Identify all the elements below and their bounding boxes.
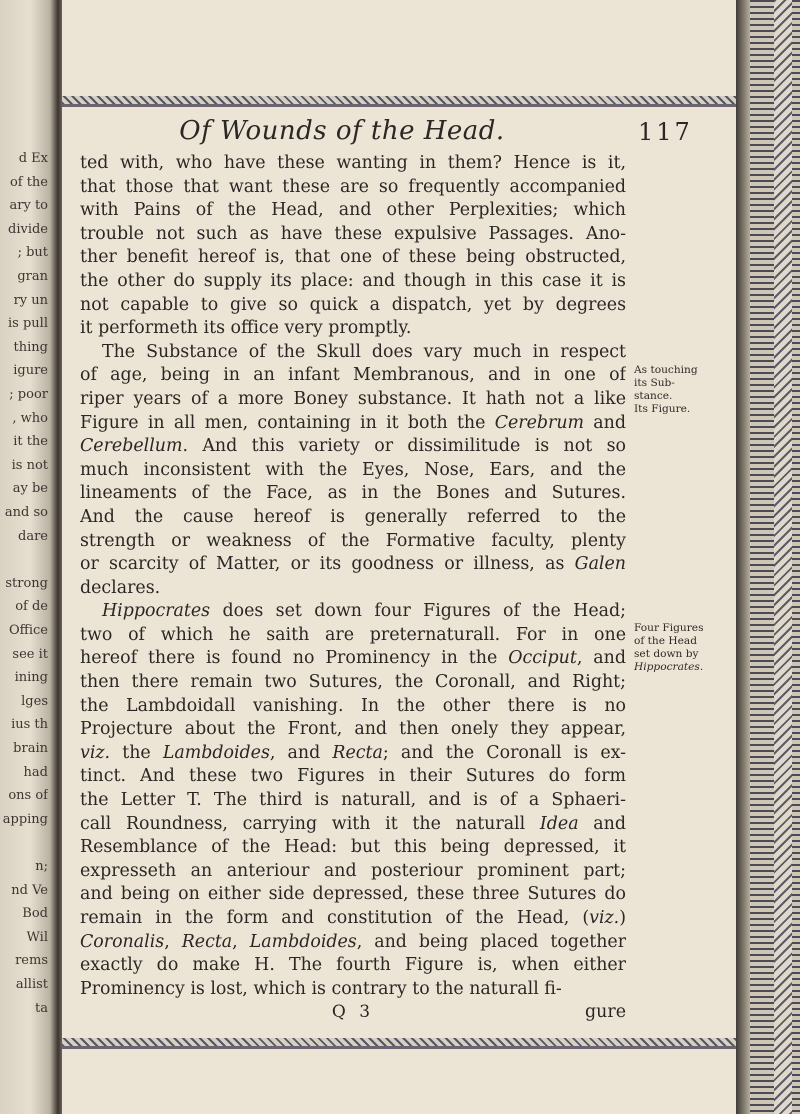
- text-line: the other do supply its place: and though in this case it is: [80, 270, 626, 291]
- margin-note-line: Four Figures: [634, 622, 704, 634]
- text-line: riper years of a more Boney substance. It hath not a like: [80, 388, 626, 409]
- facing-page-fragment: ons of: [8, 788, 48, 804]
- margin-note-line: set down by: [634, 648, 699, 660]
- facing-page-fragment: is not: [11, 457, 48, 473]
- facing-page-fragment: lges: [21, 693, 48, 709]
- facing-page-fragment: ; but: [17, 245, 48, 261]
- facing-page-fragment: strong: [5, 575, 48, 591]
- margin-note-line: Hippocrates.: [634, 661, 704, 673]
- facing-page-fragment: divide: [8, 221, 48, 237]
- facing-page-fragment: igure: [13, 363, 48, 379]
- text-line: strength or weakness of the Formative faculty, plenty: [80, 530, 626, 551]
- catchword: gure: [585, 1002, 626, 1023]
- footer-line: [80, 1001, 626, 1025]
- facing-page-fragment: ius th: [11, 717, 48, 733]
- text-line: trouble not such as have these expulsive Passages. Ano-: [80, 223, 626, 244]
- facing-page-fragment: ; poor: [9, 387, 48, 402]
- facing-page-fragment: thing: [13, 339, 48, 355]
- text-line: ted with, who have these wanting in them? Hence is it,: [80, 153, 626, 173]
- margin-note-substance: [634, 364, 736, 416]
- page-number: 117: [638, 118, 693, 146]
- text-line: that those that want these are so frequently accompanied: [80, 176, 626, 197]
- text-line: exactly do make H. The fourth Figure is, when either: [80, 955, 626, 976]
- right-ornament-border: [736, 0, 800, 1114]
- facing-page-fragment: had: [23, 764, 48, 780]
- text-line: The Substance of the Skull does vary much in respect: [102, 341, 626, 362]
- facing-page-gutter: [0, 0, 62, 1114]
- facing-page-fragment: Wil: [26, 929, 48, 945]
- text-line: hereof there is found no Prominency in the Occiput, and: [80, 648, 626, 669]
- margin-note-line: Its Figure.: [634, 403, 691, 415]
- text-line: Prominency is lost, which is contrary to the naturall fi-: [80, 978, 562, 999]
- text-line: Figure in all men, containing in it both the Cerebrum and: [80, 412, 626, 433]
- text-line: of age, being in an infant Membranous, and in one of: [80, 365, 626, 386]
- text-line: Cerebellum. And this variety or dissimilitude is not so: [80, 436, 626, 457]
- facing-page-fragment: brain: [13, 741, 48, 756]
- text-line: call Roundness, carrying with it the naturall Idea and: [80, 813, 626, 834]
- text-line: much inconsistent with the Eyes, Nose, Ears, and the: [80, 459, 626, 480]
- text-line: with Pains of the Head, and other Perplexities; which: [80, 200, 626, 221]
- margin-note-line: As touching: [634, 364, 698, 376]
- facing-page-fragment: n;: [35, 859, 48, 874]
- facing-page-fragment: ta: [35, 1000, 48, 1016]
- facing-page-fragment: ay be: [12, 481, 48, 497]
- facing-page-fragment: ary to: [9, 198, 48, 214]
- text-line: Resemblance of the Head: but this being depressed, it: [80, 837, 626, 858]
- facing-page-fragment: Office: [8, 623, 48, 638]
- text-line: and being on either side depressed, these three Sutures do: [80, 884, 626, 905]
- bottom-ornament-band: [62, 1038, 736, 1046]
- margin-note-line: of the Head: [634, 635, 697, 647]
- facing-page-fragment: gran: [17, 269, 48, 284]
- top-ornament-band: [62, 96, 736, 104]
- facing-page-fragment: ry un: [13, 292, 48, 308]
- running-head: Of Wounds of the Head.: [179, 116, 505, 146]
- text-line: Coronalis, Recta, Lambdoides, and being placed together: [80, 931, 626, 952]
- body-text: [80, 152, 626, 1025]
- text-line: And the cause hereof is generally referred to the: [80, 506, 626, 527]
- margin-note-four-figures: [634, 622, 736, 674]
- text-line: ther benefit hereof is, that one of these being obstructed,: [80, 247, 626, 268]
- facing-page-fragment: nd Ve: [11, 882, 48, 898]
- facing-page-fragment: and so: [4, 505, 48, 520]
- text-line: Hippocrates does set down four Figures of the Head;: [102, 601, 626, 622]
- text-line: the Letter T. The third is naturall, and is of a Sphaeri-: [80, 790, 626, 811]
- facing-page-fragment: rems: [15, 953, 48, 969]
- text-line: lineaments of the Face, as in the Bones and Sutures.: [80, 483, 626, 504]
- facing-page-fragment: d Ex: [18, 151, 48, 166]
- text-line: expresseth an anteriour and posteriour prominent part;: [80, 860, 626, 881]
- text-line: Projecture about the Front, and then onely they appear,: [80, 719, 626, 740]
- facing-page-fragment: Bod: [22, 906, 48, 922]
- text-line: it performeth its office very promptly.: [80, 318, 412, 339]
- facing-page-fragment: dare: [18, 528, 48, 544]
- text-line: remain in the form and constitution of the Head, (viz.): [80, 908, 626, 928]
- signature-mark: Q 3: [331, 1002, 375, 1023]
- text-line: not capable to give so quick a dispatch, yet by degrees: [80, 294, 626, 315]
- text-line: two of which he saith are preternaturall. For in one: [80, 624, 626, 645]
- facing-page-fragment: allist: [15, 977, 48, 992]
- margin-note-line: stance.: [634, 390, 673, 402]
- margin-note-line: its Sub-: [634, 377, 675, 389]
- text-line: then there remain two Sutures, the Coronall, and Right;: [80, 672, 626, 693]
- text-line: the Lambdoidall vanishing. In the other there is no: [80, 695, 626, 716]
- facing-page-fragment: of de: [15, 599, 48, 615]
- text-line: viz. the Lambdoides, and Recta; and the Coronall is ex-: [80, 742, 626, 763]
- facing-page-fragment: , who: [12, 410, 48, 426]
- text-line: or scarcity of Matter, or its goodness or illness, as Galen: [80, 554, 626, 575]
- facing-page-fragment: apping: [2, 811, 48, 827]
- text-line: tinct. And these two Figures in their Sutures do form: [80, 766, 626, 787]
- facing-page-fragment: ining: [14, 670, 48, 686]
- text-line: declares.: [80, 577, 161, 598]
- facing-page-fragment: see it: [12, 646, 48, 662]
- facing-page-fragment: of the: [9, 174, 48, 190]
- facing-page-fragment: it the: [13, 434, 48, 450]
- facing-page-fragment: is pull: [8, 316, 48, 332]
